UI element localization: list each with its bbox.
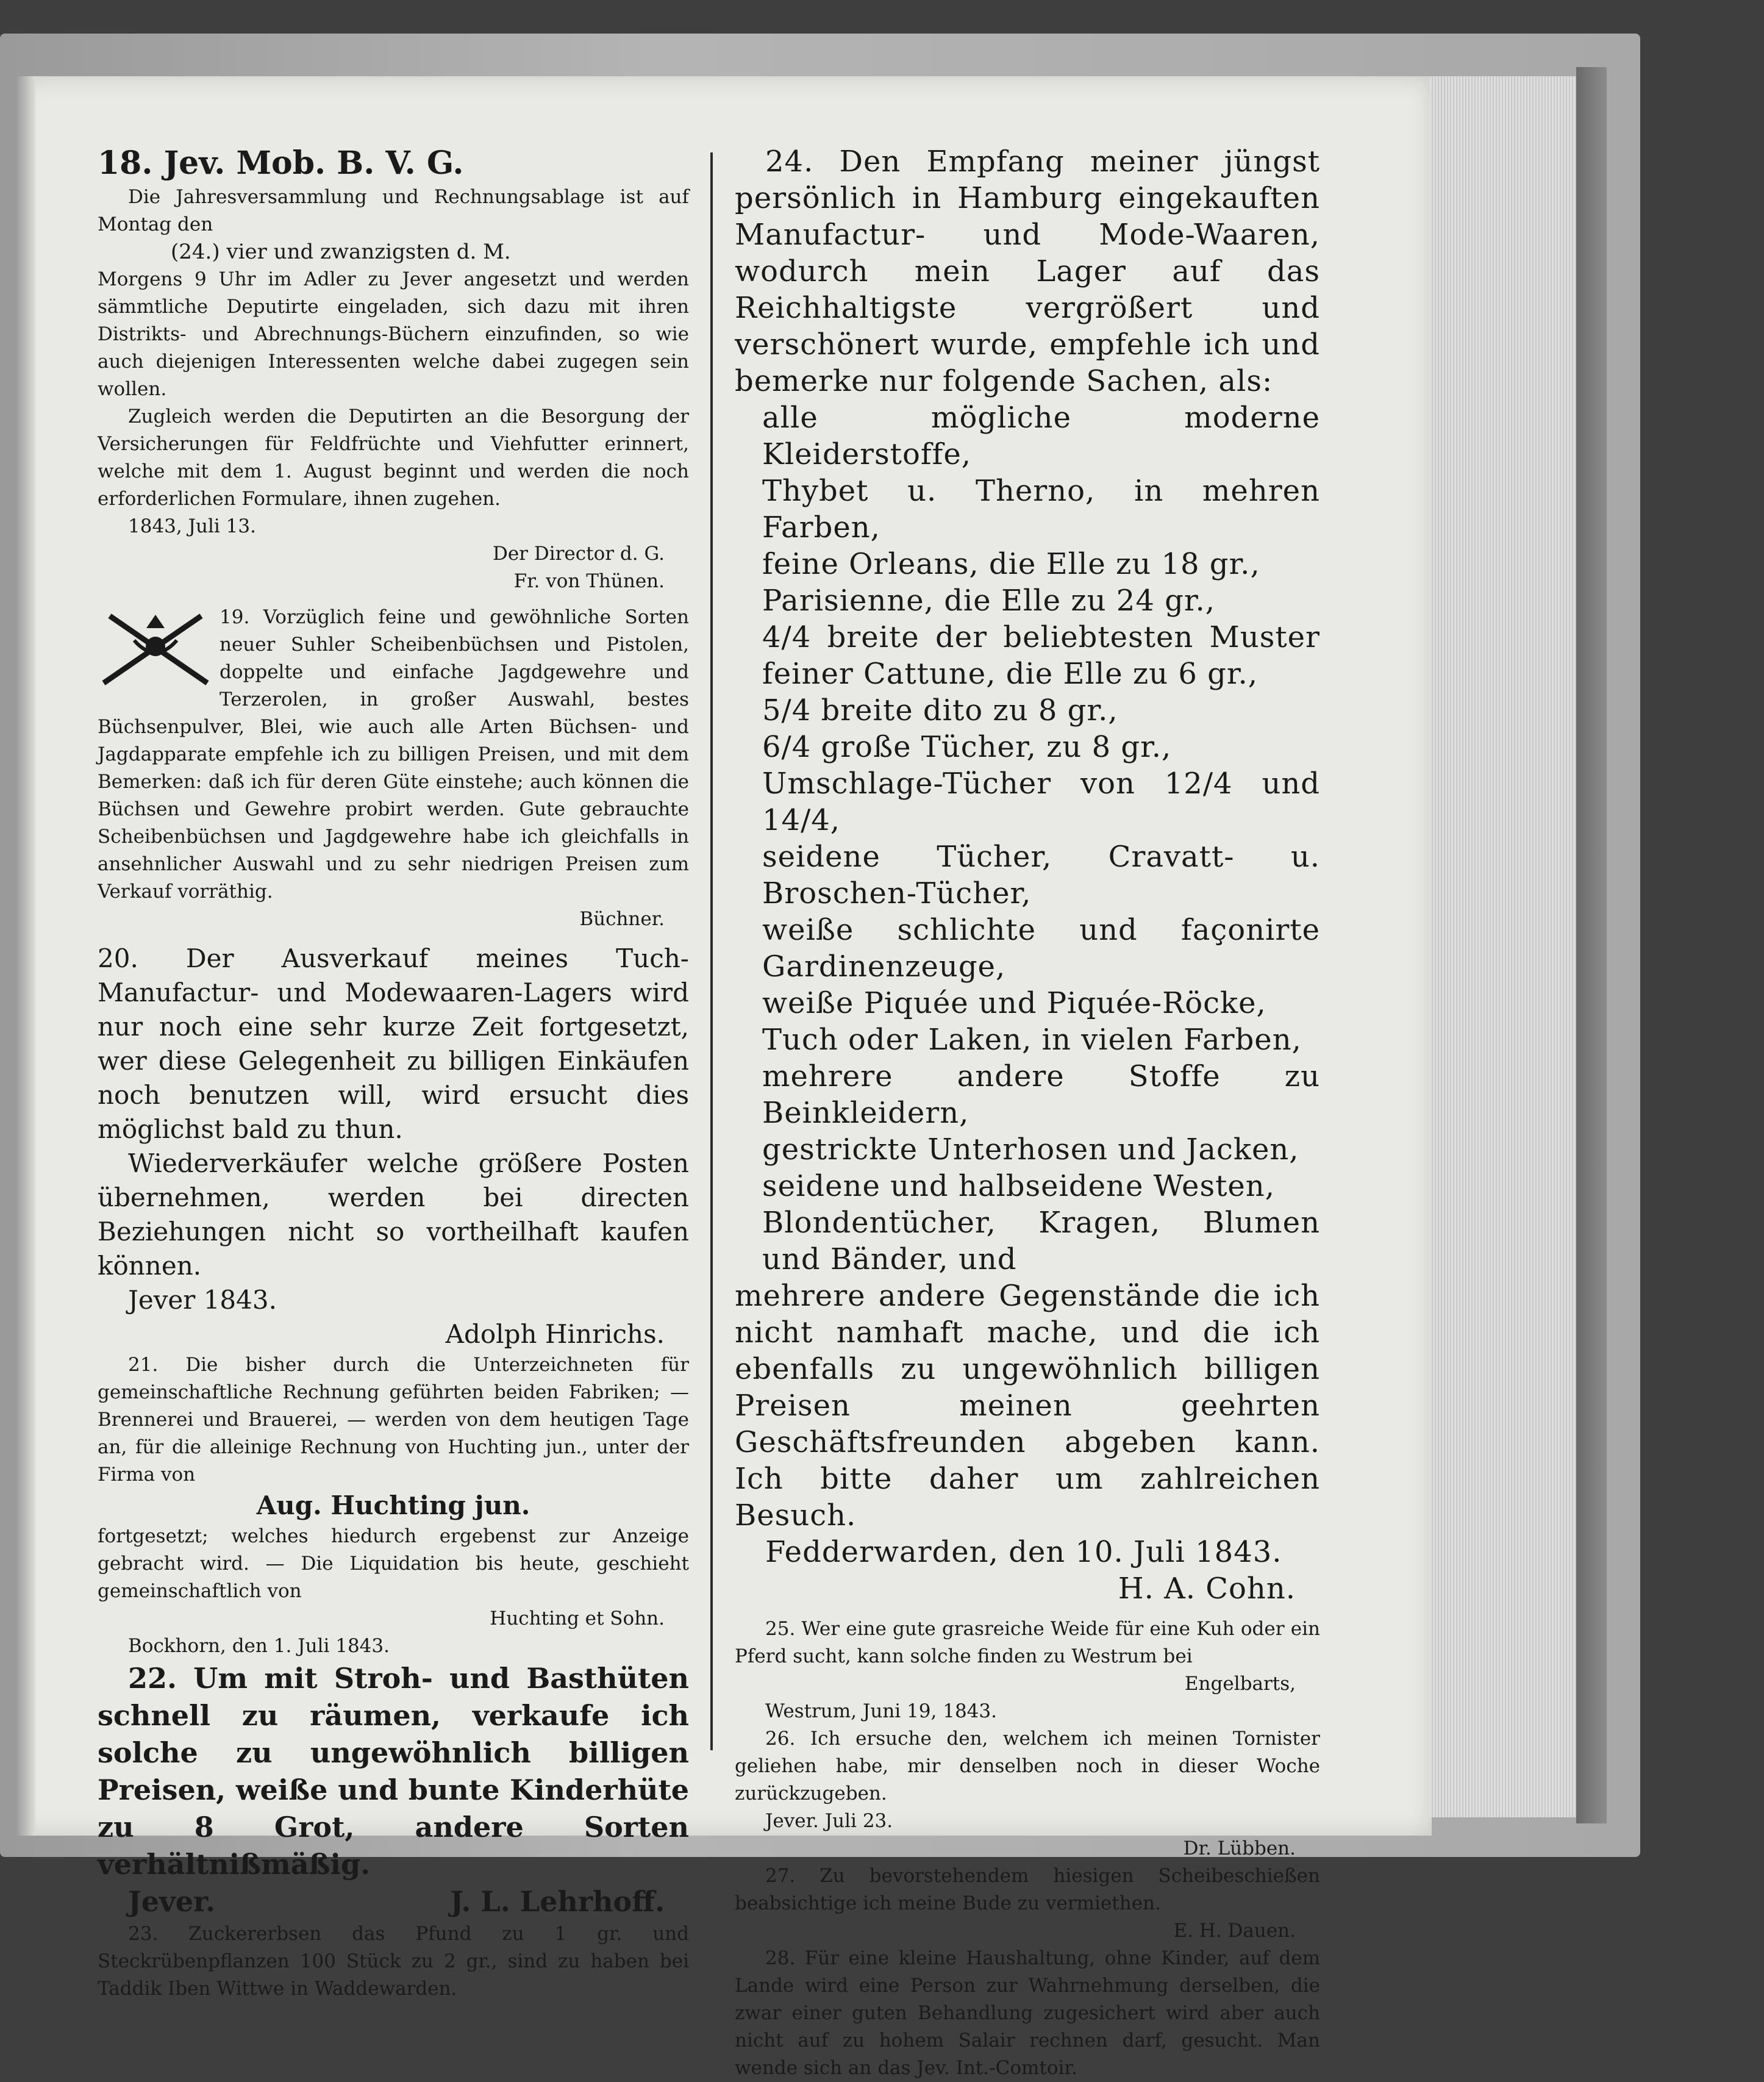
notice-18-signature-1: Der Director d. G.	[492, 543, 665, 565]
notice-26-signature: Dr. Lübben.	[1183, 1837, 1296, 1859]
notice-25-text: 25. Wer eine gute grasreiche Weide für eine Kuh oder ein Pferd sucht, kann solche finden zu Westrum bei	[735, 1618, 1320, 1667]
notice-18-text: Die Jahresversammlung und Rechnungsablage ist auf Montag den	[98, 186, 689, 235]
notice-28-text: 28. Für eine kleine Haushaltung, ohne Kinder, auf dem Lande wird eine Person zur Wahrnehmung derselben, die zwar einer guten Behandlung zugesichert wird aber auch nicht auf zu hohem Salair rechnen darf, gesucht. Man wende sich an das Jev. Int.-Comtoir.	[735, 1947, 1320, 2079]
list-item: weiße schlichte und façonirte Gardinenzeuge,	[762, 913, 1320, 984]
list-item: seidene Tücher, Cravatt- u. Broschen-Tücher,	[762, 840, 1320, 910]
notice-24-item-list	[735, 399, 1320, 1278]
right-column	[735, 143, 1320, 2082]
notice-25-signature: Engelbarts,	[1184, 1673, 1296, 1695]
notice-24-dateline: Fedderwarden, den 10. Juli 1843.	[765, 1535, 1282, 1569]
notice-21-text: 21. Die bisher durch die Unterzeichneten für gemeinschaftliche Rechnung geführten beiden Fabriken; — Brennerei und Brauerei, — werden von dem heutigen Tage an, für die alleinige Rechnung von Huchting jun., unter der Firma von	[98, 1354, 689, 1486]
notice-19-signature: Büchner.	[579, 908, 665, 930]
list-item: feine Orleans, die Elle zu 18 gr.,	[762, 547, 1260, 581]
notice-26-dateline: Jever. Juli 23.	[765, 1810, 893, 1832]
notice-24-signature: H. A. Cohn.	[1118, 1572, 1296, 1606]
notice-22-signature: J. L. Lehrhoff.	[450, 1885, 665, 1918]
notice-18-date	[98, 238, 689, 266]
list-item: Parisienne, die Elle zu 24 gr.,	[762, 584, 1216, 618]
notice-26-text: 26. Ich ersuche den, welchem ich meinen Tornister geliehen habe, mir denselben noch in dieser Woche zurückzugeben.	[735, 1728, 1320, 1805]
list-item: weiße Piquée und Piquée-Röcke,	[762, 986, 1266, 1020]
list-item: Tuch oder Laken, in vielen Farben,	[762, 1023, 1302, 1057]
notice-21-signature: Huchting et Sohn.	[490, 1608, 665, 1629]
notice-19	[98, 604, 689, 906]
list-item: alle mögliche moderne Kleiderstoffe,	[762, 401, 1320, 471]
notice-19-text: 19. Vorzüglich feine und gewöhnliche Sorten neuer Suhler Scheibenbüchsen und Pistolen, doppelte und einfache Jagdgewehre und Terzerolen, in großer Auswahl, bestes Büchsenpulver, Blei, wie auch alle Arten Büchsen- und Jagdapparate empfehle ich zu billigen Preisen, und mit dem Bemerken: daß ich für deren Güte einstehe; auch können die Büchsen und Gewehre probirt werden. Gute gebrauchte Scheibenbüchsen und Jagdgewehre habe ich gleichfalls in ansehnlicher Auswahl und zu sehr niedrigen Preisen zum Verkauf vorräthig.	[98, 606, 689, 903]
column-divider	[710, 152, 713, 1750]
notice-22-text: 22. Um mit Stroh- und Basthüten schnell zu räumen, verkaufe ich solche zu ungewöhnlich billigen Preisen, weiße und bunte Kinderhüte zu 8 Grot, andere Sorten verhältnißmäßig.	[98, 1662, 689, 1881]
notice-24-outro: mehrere andere Gegenstände die ich nicht namhaft mache, und die ich ebenfalls zu ungewöhnlich billigen Preisen meinen geehrten Geschäftsfreunden abgeben kann. Ich bitte daher um zahlreichen Besuch.	[735, 1279, 1320, 1533]
notice-21-dateline: Bockhorn, den 1. Juli 1843.	[128, 1635, 390, 1657]
notice-25-dateline: Westrum, Juni 19, 1843.	[765, 1700, 997, 1722]
notice-20-text-2: Wiederverkäufer welche größere Posten übernehmen, werden bei directen Beziehungen nicht so vortheilhaft kaufen können.	[98, 1148, 689, 1281]
list-item: gestrickte Unterhosen und Jacken,	[762, 1132, 1299, 1167]
notice-18-date-text: (24.) vier und zwanzigsten d. M.	[171, 240, 511, 264]
list-item: 5/4 breite dito zu 8 gr.,	[762, 693, 1118, 728]
book-spine	[1576, 67, 1607, 1823]
notice-18-dateline: 1843, Juli 13.	[128, 515, 256, 537]
page-gutter	[17, 76, 35, 1836]
notice-20-dateline: Jever 1843.	[128, 1285, 277, 1315]
notice-27-signature: E. H. Dauen.	[1173, 1920, 1296, 1942]
notice-21-firm: Aug. Huchting jun.	[256, 1490, 530, 1520]
list-item: Thybet u. Therno, in mehren Farben,	[762, 474, 1320, 545]
list-item: 6/4 große Tücher, zu 8 gr.,	[762, 730, 1172, 764]
notice-20-signature: Adolph Hinrichs.	[445, 1319, 665, 1349]
list-item: mehrere andere Stoffe zu Beinkleidern,	[762, 1059, 1320, 1130]
crossed-rifles-icon	[98, 604, 213, 689]
list-item: seidene und halbseidene Westen,	[762, 1169, 1275, 1203]
notice-18-text-2: Morgens 9 Uhr im Adler zu Jever angesetzt und werden sämmtliche Deputirte eingeladen, sich dazu mit ihren Distrikts- und Abrechnungs-Büchern einzufinden, so wie auch diejenigen Interessenten welche dabei zugegen sein wollen.	[98, 268, 689, 400]
left-column	[98, 143, 689, 2003]
notice-18-heading: 18. Jev. Mob. B. V. G.	[98, 145, 464, 182]
notice-22-footer	[98, 1883, 689, 1920]
notice-24-intro: 24. Den Empfang meiner jüngst persönlich in Hamburg eingekauften Manufactur- und Mode-Waaren, wodurch mein Lager auf das Reichhaltigste vergrößert und verschönert wurde, empfehle ich und bemerke nur folgende Sachen, als:	[735, 145, 1320, 398]
notice-20-text: 20. Der Ausverkauf meines Tuch- Manufactur- und Modewaaren-Lagers wird nur noch eine sehr kurze Zeit fortgesetzt, wer diese Gelegenheit zu billigen Einkäufen noch benutzen will, wird ersucht dies möglichst bald zu thun.	[98, 943, 689, 1144]
list-item: Umschlage-Tücher von 12/4 und 14/4,	[762, 767, 1320, 837]
list-item: 4/4 breite der beliebtesten Muster feiner Cattune, die Elle zu 6 gr.,	[762, 620, 1320, 691]
notice-23-text: 23. Zuckererbsen das Pfund zu 1 gr. und Steckrübenpflanzen 100 Stück zu 2 gr., sind zu haben bei Taddik Iben Wittwe in Waddewarden.	[98, 1923, 689, 2000]
notice-18-signature-2: Fr. von Thünen.	[513, 570, 665, 592]
notice-22-place: Jever.	[128, 1885, 216, 1918]
notice-21-text-2: fortgesetzt; welches hiedurch ergebenst zur Anzeige gebracht wird. — Die Liquidation bis heute, geschieht gemeinschaftlich von	[98, 1525, 689, 1602]
page-edges	[1430, 76, 1576, 1817]
notice-27-text: 27. Zu bevorstehendem hiesigen Scheibeschießen beabsichtige ich meine Bude zu vermiethen.	[735, 1865, 1320, 1914]
list-item: Blondentücher, Kragen, Blumen und Bänder, und	[762, 1206, 1320, 1276]
notice-18-text-3: Zugleich werden die Deputirten an die Besorgung der Versicherungen für Feldfrüchte und Viehfutter erinnert, welche mit dem 1. August beginnt und werden die noch erforderlichen Formulare, ihnen zugehen.	[98, 406, 689, 510]
